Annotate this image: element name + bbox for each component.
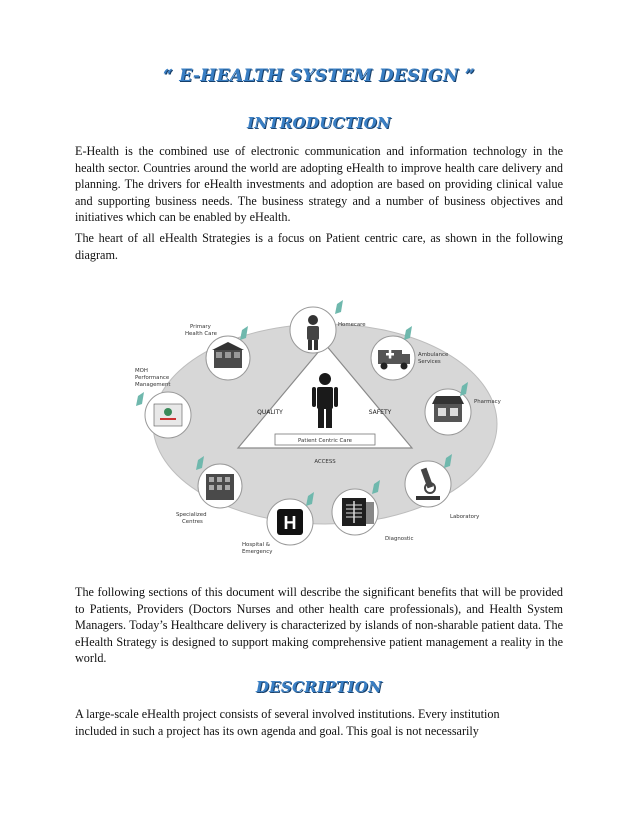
primary-label-line1: Primary xyxy=(190,324,211,330)
moh-node xyxy=(136,392,191,438)
document-title: “ E-HEALTH SYSTEM DESIGN ” xyxy=(163,66,475,86)
description-line-2: included in such a project has its own agenda and goal. This goal is not necessarily xyxy=(75,723,479,738)
description-paragraph xyxy=(75,706,563,739)
diagnostic-label: Diagnostic xyxy=(385,536,414,542)
intro-paragraph-3: The following sections of this document will describe the significant benefits that will be provided to Patients, Providers (Doctors Nurses and other health care professionals), and Health System Managers. Today’s Healthcare delivery is characterized by islands of non-sharable patient data. The eHealth Strategy is designed to support making comprehensive patient management a reality in the world. xyxy=(75,585,563,666)
access-label: ACCESS xyxy=(314,459,336,465)
ambulance-label-line1: Ambulance xyxy=(418,352,449,358)
primary-label-line2: Health Care xyxy=(185,331,217,337)
hospital-label-line1: Hospital & xyxy=(242,542,270,548)
intro-paragraph-1: E-Health is the combined use of electronic communication and information technology in the health sector. Countries around the world are adopting eHealth to improve health care delivery and planning. The drivers for eHealth investments and adoption are based on providing clinical value and supporting business needs. The business strategy and a number of business objectives and initiatives which can be enabled by eHealth. xyxy=(75,144,563,225)
quality-label: QUALITY xyxy=(257,409,283,416)
description-heading: DESCRIPTION xyxy=(255,678,383,696)
moh-label-line2: Performance xyxy=(135,375,170,381)
introduction-heading: INTRODUCTION xyxy=(246,114,391,132)
diagram-svg xyxy=(130,300,520,564)
pharmacy-label: Pharmacy xyxy=(474,399,501,405)
safety-label: SAFETY xyxy=(368,409,392,416)
ambulance-label-line2: Services xyxy=(418,359,441,365)
patient-centric-care-diagram xyxy=(130,300,520,564)
description-line-1: A large-scale eHealth project consists of several involved institutions. Every institution xyxy=(75,707,500,721)
patient-centric-care-label: Patient Centric Care xyxy=(298,438,352,444)
moh-label-line1: MOH xyxy=(135,368,148,374)
specialized-label-line2: Centres xyxy=(182,519,203,525)
hospital-label-line2: Emergency xyxy=(242,549,273,555)
moh-label-line3: Management xyxy=(135,382,171,388)
laboratory-label: Laboratory xyxy=(450,514,480,520)
homecare-label: Homecare xyxy=(338,322,366,328)
hospital-h-letter: H xyxy=(283,513,297,533)
specialized-label-line1: Specialized xyxy=(176,512,207,518)
intro-paragraph-2: The heart of all eHealth Strategies is a focus on Patient centric care, as shown in the following diagram. xyxy=(75,231,563,262)
